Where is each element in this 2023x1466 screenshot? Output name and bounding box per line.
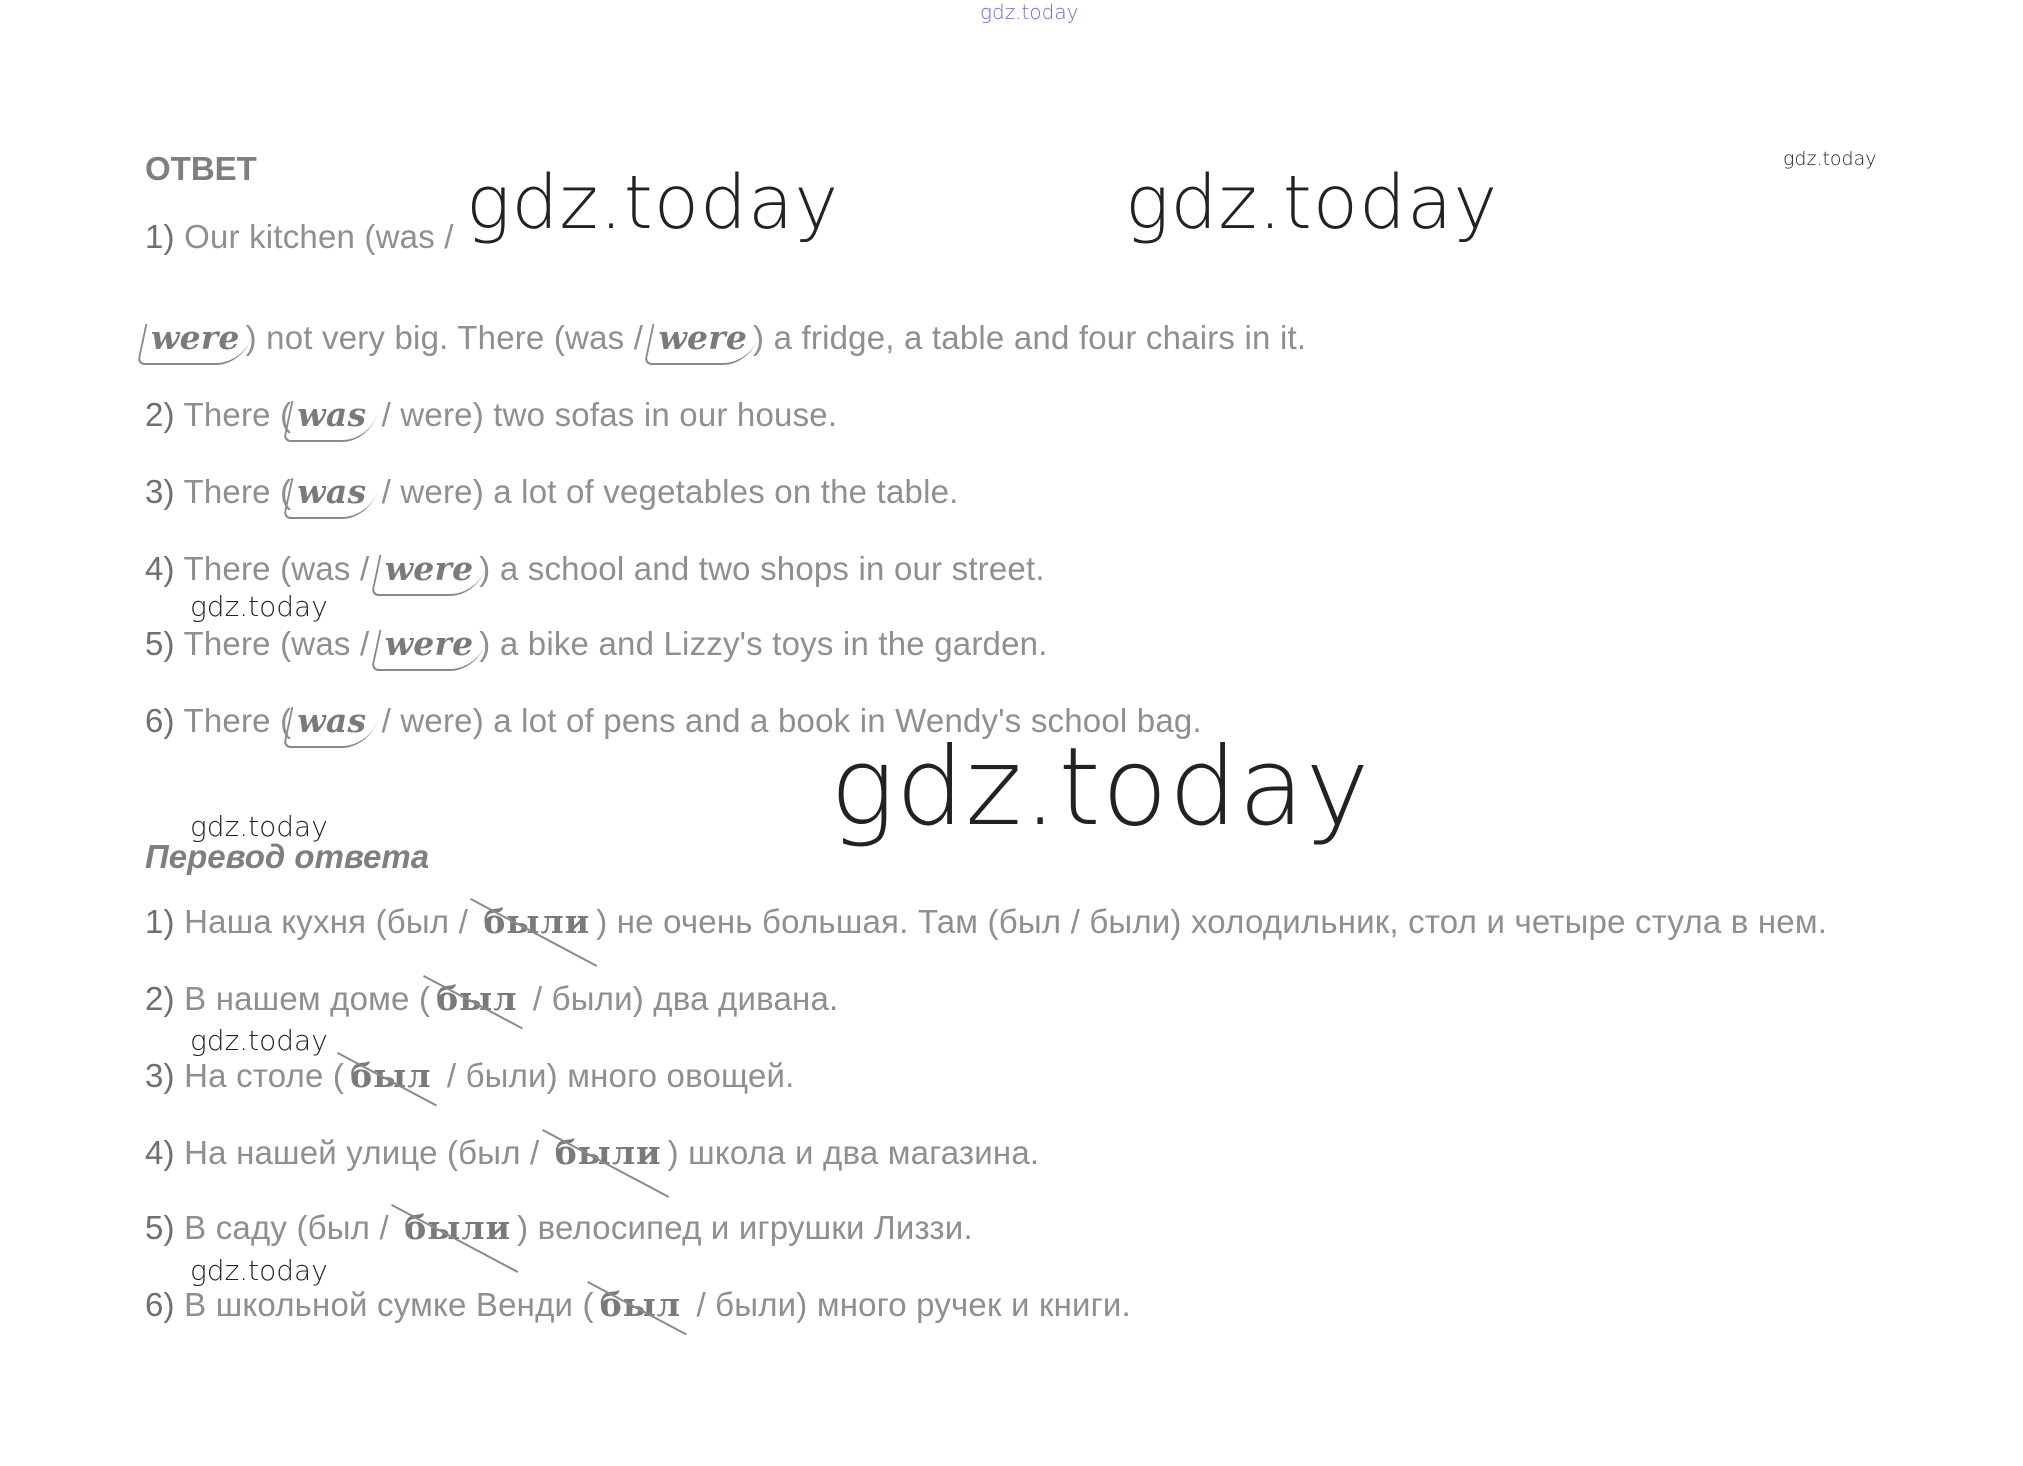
handwritten-answer: were [379,624,480,663]
answer-item-6 [145,701,1202,740]
answer-item-1-line-b [145,318,1306,357]
handwritten-answer: was [291,701,372,740]
watermark-small-3: gdz.today [190,1024,328,1057]
watermark-small-4: gdz.today [190,1254,328,1287]
item-number: 4) [145,550,175,587]
item-number: 5) [145,1209,175,1246]
sentence-text: В саду (был / [174,1209,399,1246]
item-number: 3) [145,473,175,510]
translation-item-4 [145,1133,1039,1172]
sentence-text: / были) два дивана. [523,980,839,1017]
translation-heading: Перевод ответа [145,838,430,875]
watermark-top: gdz.today [980,0,1079,24]
sentence-text: На столе ( [174,1057,345,1094]
item-number: 6) [145,702,175,739]
handwritten-answer: were [145,318,246,357]
watermark-huge-center: gdz.today [830,725,1371,850]
sentence-text: / were) a lot of vegetables on the table. [372,473,959,510]
item-number: 2) [145,396,175,433]
translation-item-3 [145,1056,795,1095]
translation-item-1 [145,902,1827,941]
sentence-text: There ( [174,702,292,739]
sentence-text: ) a bike and Lizzy's toys in the garden. [479,625,1048,662]
watermark-large-left: gdz.today [466,160,840,246]
item-number: 6) [145,1286,175,1323]
answer-item-5 [145,624,1048,663]
handwritten-answer: был [344,1056,437,1095]
sentence-text: There ( [174,473,292,510]
handwritten-answer: were [379,549,480,588]
watermark-corner: gdz.today [1783,148,1877,170]
answer-item-3 [145,472,959,511]
watermark-large-right: gdz.today [1125,160,1499,246]
item-number: 2) [145,980,175,1017]
answer-item-1-line-a [145,218,454,256]
sentence-text: ) школа и два магазина. [667,1134,1040,1171]
sentence-text: There (was / [174,550,379,587]
handwritten-answer: были [549,1133,668,1172]
sentence-text: ) a fridge, a table and four chairs in it. [753,319,1307,356]
sentence-text: / were) two sofas in our house. [372,396,838,433]
sentence-text: ) не очень большая. Там (был / были) холодильник, стол и четыре стула в нем. [596,903,1828,940]
sentence-text: ) not very big. There (was / [245,319,653,356]
handwritten-answer: were [652,318,753,357]
handwritten-answer: was [291,395,372,434]
handwritten-answer: был [430,979,523,1018]
item-number: 5) [145,625,175,662]
item-number: 4) [145,1134,175,1171]
handwritten-answer: был [594,1285,687,1324]
sentence-text: ) a school and two shops in our street. [479,550,1045,587]
handwritten-answer: были [477,902,596,941]
answer-item-2 [145,395,837,434]
handwritten-answer: были [398,1208,517,1247]
item-number: 3) [145,1057,175,1094]
answer-item-4 [145,549,1045,588]
watermark-small-1: gdz.today [190,590,328,623]
answer-heading: ОТВЕТ [145,150,257,187]
sentence-text: В нашем доме ( [174,980,431,1017]
sentence-text: ) велосипед и игрушки Лиззи. [517,1209,973,1246]
translation-item-2 [145,979,838,1018]
handwritten-answer: was [291,472,372,511]
sentence-text: Наша кухня (был / [174,903,478,940]
translation-item-6 [145,1285,1131,1324]
translation-item-5 [145,1208,973,1247]
sentence-text: / were) a lot of pens and a book in Wendy's school bag. [372,702,1202,739]
sentence-text: / были) много ручек и книги. [687,1286,1131,1323]
sentence-text: На нашей улице (был / [174,1134,549,1171]
sentence-text: / были) много овощей. [437,1057,795,1094]
watermark-small-2: gdz.today [190,810,328,843]
item-number: 1) [145,903,175,940]
sentence-text: There ( [174,396,292,433]
item-number: 1) [145,218,175,255]
sentence-text: There (was / [174,625,379,662]
sentence-text: В школьной сумке Венди ( [174,1286,594,1323]
sentence-text: Our kitchen (was / [174,218,454,255]
